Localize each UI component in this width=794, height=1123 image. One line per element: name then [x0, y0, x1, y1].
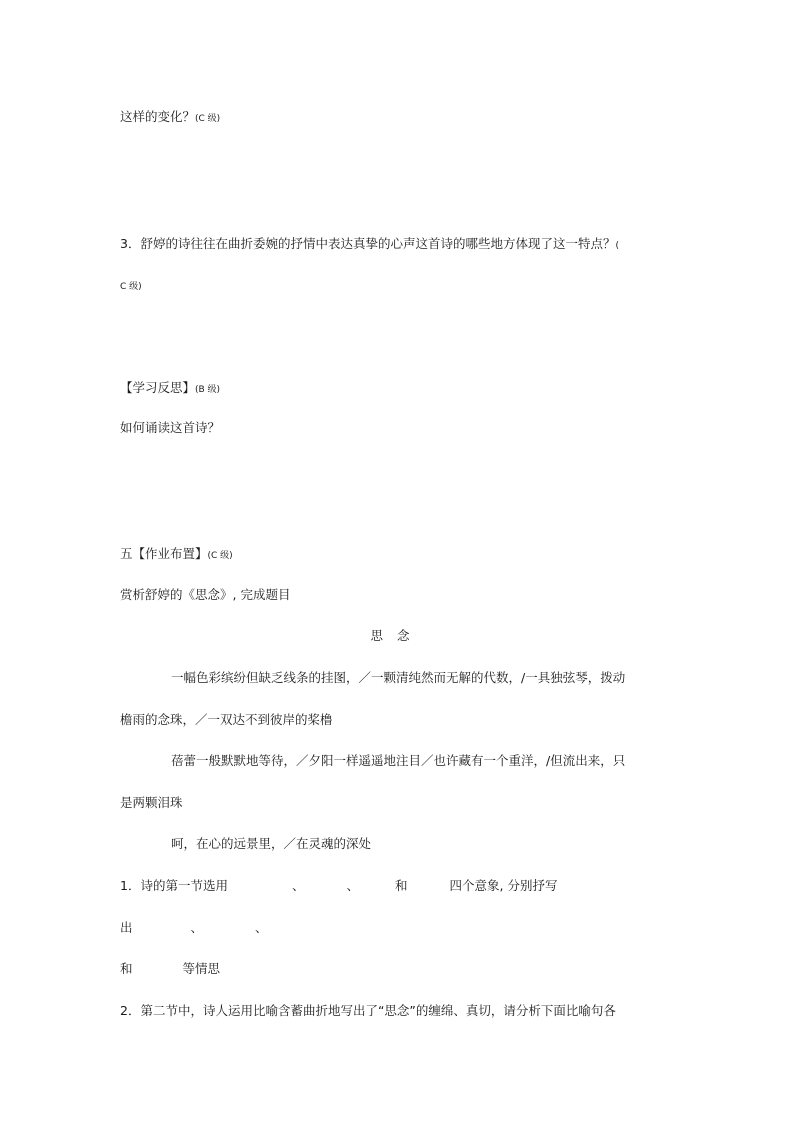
homework-heading — [120, 546, 233, 564]
question-1-and-2: 和 — [120, 961, 133, 976]
reflection-level: (B 级) — [195, 385, 221, 395]
poem-stanza-1-line-2: 檐雨的念珠，／一双达不到彼岸的桨橹 — [120, 712, 333, 727]
question-1-line-2 — [120, 920, 268, 936]
question-1-line-1 — [120, 878, 557, 894]
poem-stanza-2-line-1: 蓓蕾一般默默地等待，／夕阳一样遥遥地注目／也许藏有一个重洋，/但流出来，只 — [171, 753, 626, 768]
question-2: 2．第二节中，诗人运用比喻含蓄曲折地写出了“思念”的缠绵、真切，请分析下面比喻句各 — [120, 1003, 616, 1018]
reflection-heading — [120, 380, 220, 398]
question-1-line-3 — [120, 961, 220, 977]
poem-stanza-1-line-1: 一幅色彩缤纷但缺乏线条的挂图，／一颗清纯然而无解的代数，/一具独弦琴，拨动 — [171, 670, 626, 685]
question-1-out: 出 — [120, 920, 133, 935]
poem-title: 思念 — [370, 628, 424, 643]
homework-heading-text: 五【作业布置】 — [120, 546, 208, 561]
question-3 — [120, 236, 619, 254]
question-1-separator: 、 — [190, 920, 204, 935]
question-3-level-line — [120, 277, 142, 295]
question-1-start: 1．诗的第一节选用 — [120, 878, 228, 893]
question-1-middle: 四个意象, 分别抒写 — [449, 878, 558, 893]
poem-stanza-3: 呵，在心的远景里，／在灵魂的深处 — [171, 836, 372, 851]
poem-stanza-2-line-2: 是两颗泪珠 — [120, 795, 183, 810]
homework-instruction: 赏析舒婷的《思念》, 完成题目 — [120, 587, 291, 602]
question-3-text: 3．舒婷的诗往往在曲折委婉的抒情中表达真挚的心声这首诗的哪些地方体现了这一特点？ — [120, 236, 616, 251]
question-2-continuation — [120, 109, 220, 127]
question-1-and: 和 — [395, 878, 408, 893]
question-1-separator: 、 — [291, 878, 305, 893]
question-2-tail-text: 这样的变化？ — [120, 109, 196, 124]
reflection-heading-text: 【学习反思】 — [120, 380, 196, 395]
question-1-separator: 、 — [346, 878, 359, 893]
question-3-level-open: ( — [615, 241, 619, 251]
homework-level: (C 级) — [207, 551, 233, 561]
reflection-question: 如何诵读这首诗？ — [120, 420, 221, 435]
question-1-separator: 、 — [255, 920, 268, 935]
question-1-end: 等情思 — [182, 961, 221, 976]
question-2-level: (C 级) — [195, 114, 221, 124]
question-3-level: C 级) — [120, 282, 142, 292]
